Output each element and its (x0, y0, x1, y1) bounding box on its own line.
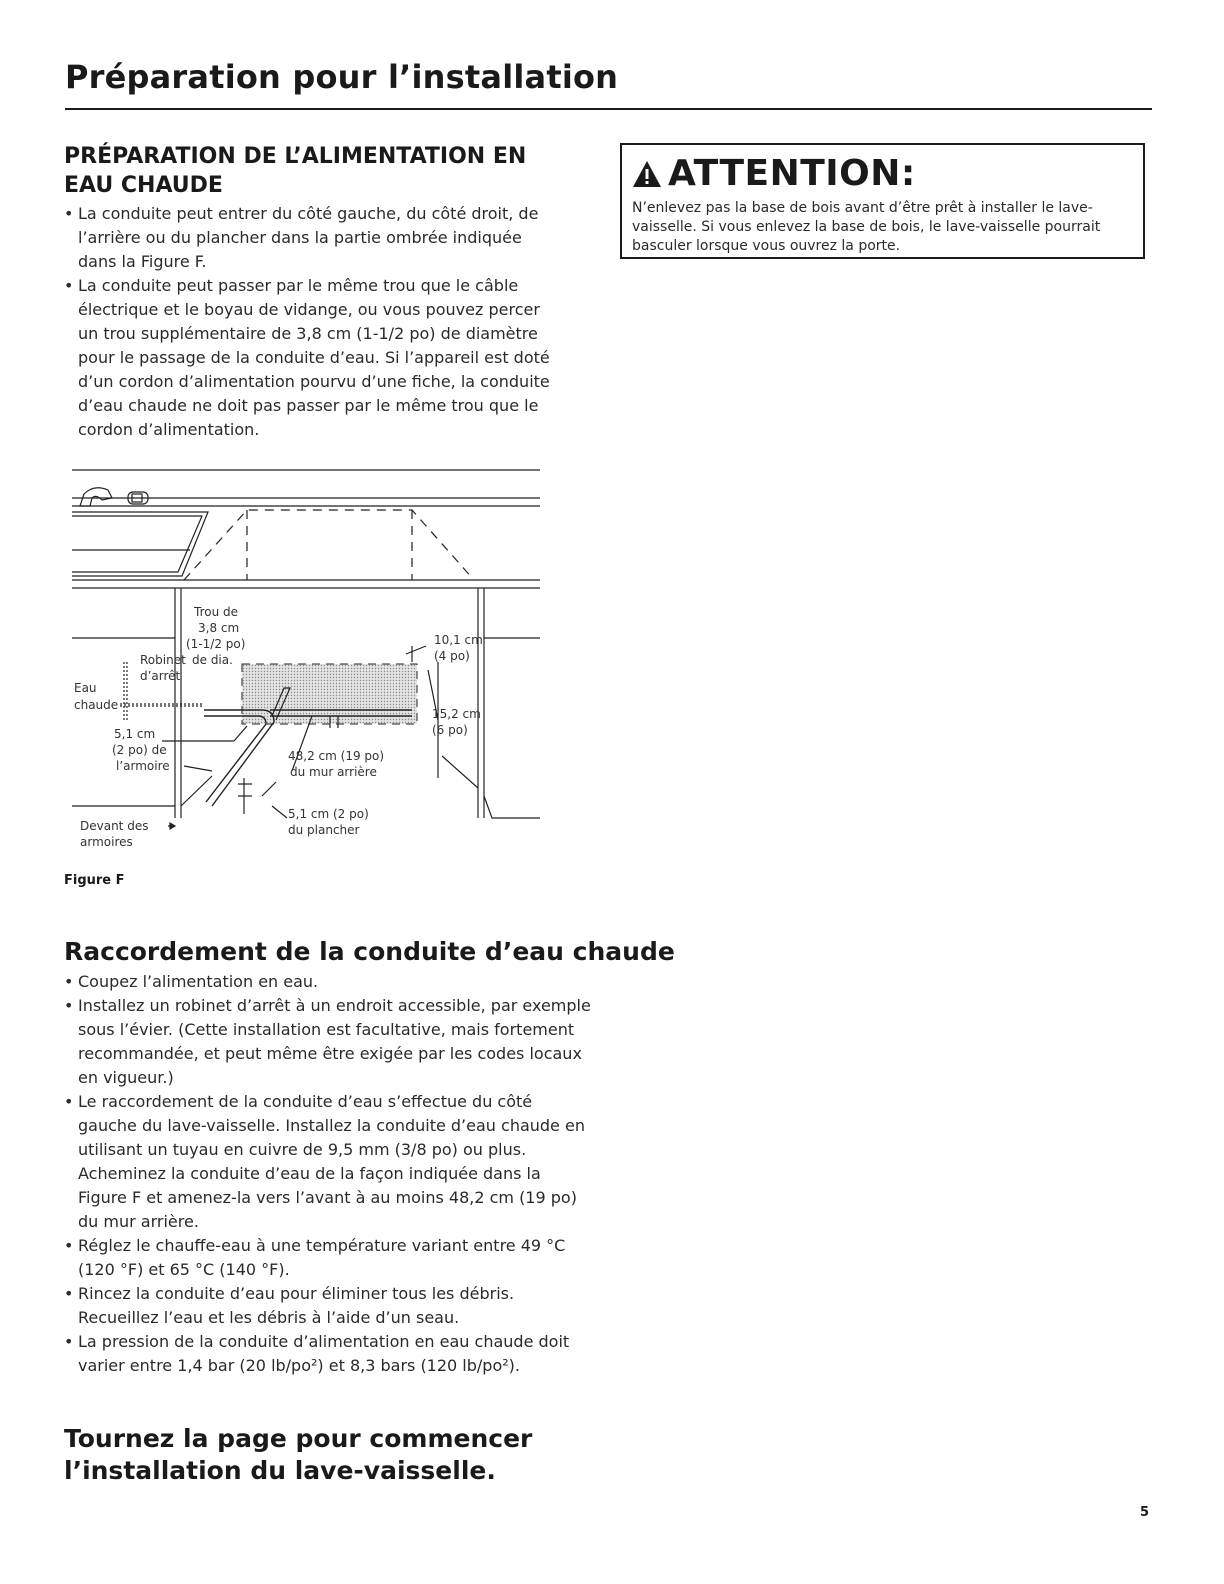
label-eau-2: chaude (74, 698, 119, 712)
label-dim-152-2: (6 po) (432, 723, 468, 737)
label-devant-2: armoires (80, 835, 133, 849)
label-dim-101-1: 10,1 cm (434, 633, 483, 647)
label-dim-482-2: du mur arrière (290, 765, 377, 779)
list-item: • La pression de la conduite d’alimentation en eau chaude doit varier entre 1,4 bar (20 lb/po²) et 8,3 bars (120 lb/po²). (64, 1330, 594, 1378)
label-dim-101-2: (4 po) (434, 649, 470, 663)
attention-box (620, 143, 1145, 259)
label-robinet-1: Robinet (140, 653, 186, 667)
installation-diagram (62, 466, 542, 866)
shaded-entry-area (242, 664, 417, 724)
label-trou-4: de dia. (192, 653, 233, 667)
title-divider (65, 108, 1152, 110)
label-dim-152-1: 15,2 cm (432, 707, 481, 721)
label-devant-1: Devant des (80, 819, 149, 833)
attention-text: N’enlevez pas la base de bois avant d’être prêt à installer le lave-vaisselle. Si vous enlevez la base de bois, le lave-vaisselle pourrait basculer lorsque vous ouvrez la porte. (632, 200, 1101, 254)
section-heading-water-supply: PRÉPARATION DE L’ALIMENTATION EN EAU CHAUDE (64, 144, 527, 198)
section-heading-connection: Raccordement de la conduite d’eau chaude (64, 937, 675, 966)
label-armoire-3: l’armoire (116, 759, 170, 773)
label-trou-1: Trou de (194, 605, 238, 619)
list-item: • Le raccordement de la conduite d’eau s’effectue du côté gauche du lave-vaisselle. Installez la conduite d’eau chaude en utilisant un tuyau en cuivre de 9,5 mm (3/8 po) ou plus. Acheminez la conduite d’eau de la façon indiquée dans la Figure F et amenez-la vers l’avant à au moins 48,2 cm (19 po) du mur arrière. (64, 1090, 594, 1234)
list-item: • Coupez l’alimentation en eau. (64, 970, 594, 994)
page-title: Préparation pour l’installation (65, 58, 619, 96)
label-plancher-2: du plancher (288, 823, 360, 837)
list-item: • Réglez le chauffe-eau à une température variant entre 49 °C (120 °F) et 65 °C (140 °F). (64, 1234, 594, 1282)
warning-triangle-icon (632, 160, 662, 188)
list-item: • Installez un robinet d’arrêt à un endroit accessible, par exemple sous l’évier. (Cette installation est facultative, mais fortement recommandée, et peut même être exigée par les codes locaux en vigueur.) (64, 994, 594, 1090)
label-eau-1: Eau (74, 681, 97, 695)
list-item: • La conduite peut passer par le même trou que le câble électrique et le boyau de vidange, ou vous pouvez percer un trou supplémentaire de 3,8 cm (1-1/2 po) de diamètre pour le passage de la conduite d’eau. Si l’appareil est doté d’un cordon d’alimentation pourvu d’une fiche, la conduite d’eau chaude ne doit pas passer par le même trou que le cordon d’alimentation. (64, 274, 564, 442)
label-robinet-2: d’arrêt (140, 669, 181, 683)
connection-list (64, 970, 594, 1378)
water-supply-list (64, 202, 564, 442)
figure-caption: Figure F (64, 873, 125, 888)
footer-instruction: Tournez la page pour commencer l’installation du lave-vaisselle. (64, 1424, 533, 1485)
list-item: • Rincez la conduite d’eau pour éliminer tous les débris. Recueillez l’eau et les débris à l’aide d’un seau. (64, 1282, 594, 1330)
label-trou-2: 3,8 cm (198, 621, 240, 635)
label-armoire-1: 5,1 cm (114, 727, 156, 741)
page-number: 5 (1140, 1505, 1150, 1520)
list-item: • La conduite peut entrer du côté gauche, du côté droit, de l’arrière ou du plancher dans la partie ombrée indiquée dans la Figure F. (64, 202, 564, 274)
attention-heading (632, 153, 916, 194)
attention-title: ATTENTION: (668, 153, 916, 194)
label-plancher-1: 5,1 cm (2 po) (288, 807, 369, 821)
label-trou-3: (1-1/2 po) (186, 637, 246, 651)
label-armoire-2: (2 po) de (112, 743, 167, 757)
figure-f-diagram (62, 466, 542, 866)
label-dim-482-1: 48,2 cm (19 po) (288, 749, 385, 763)
